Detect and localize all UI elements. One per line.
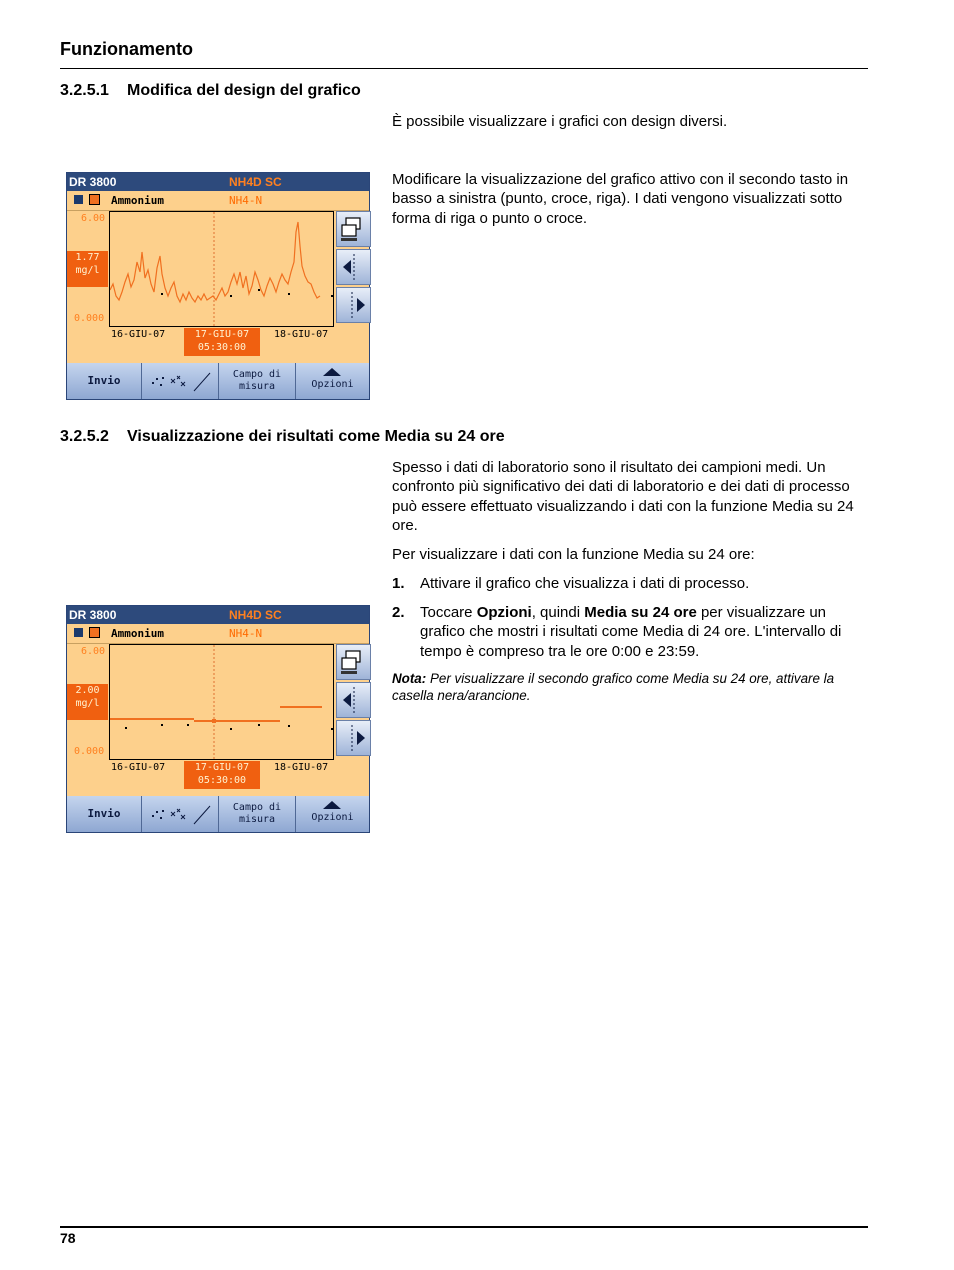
bottom-toolbar (67, 796, 369, 832)
selected-date: 17-GIU-07 (194, 762, 250, 773)
section-number-1: 3.2.5.1 (60, 82, 109, 99)
section2-paragraph-1: Spesso i dati di laboratorio sono il risultato dei campioni medi. Un confronto più significativo dei dati di laboratorio e dei dati di processo può essere effettuato visualizzando i dati con la funzione Media su 24 ore. (392, 459, 854, 534)
page-number: 78 (60, 1230, 76, 1246)
options-label: Opzioni (311, 812, 354, 823)
selected-time: 05:30:00 (197, 775, 247, 786)
send-button[interactable]: Invio (67, 796, 142, 832)
parameter-bar (67, 191, 369, 211)
step-2-number: 2. (392, 604, 405, 621)
scroll-right-button[interactable] (336, 720, 371, 756)
series-checkbox-orange[interactable] (89, 194, 100, 205)
probe-name: NH4D SC (229, 175, 282, 189)
section1-body: Modificare la visualizzazione del grafico attivo con il secondo tasto in basso a sinistra (punto, croce, riga). I dati vengono visualizzati sotto forma di riga o punto o croce. (392, 171, 849, 227)
options-button[interactable] (296, 363, 369, 399)
note (392, 670, 868, 705)
step-1-text: Attivare il grafico che visualizza i dati di processo. (420, 575, 750, 592)
series-checkbox-orange[interactable] (89, 627, 100, 638)
point-cross-line-icon (142, 363, 218, 399)
section-heading-2: Visualizzazione dei risultati come Media su 24 ore (127, 428, 505, 445)
daily-average-lines (110, 707, 322, 721)
y-axis-min: 0.000 (74, 746, 105, 757)
selected-time: 05:30:00 (197, 342, 247, 353)
arrow-right-icon (337, 721, 370, 755)
x-date-left: 16-GIU-07 (111, 762, 166, 773)
point-cross-line-icon (142, 796, 218, 832)
graph-plot-1 (109, 211, 334, 327)
parameter-name: Ammonium (111, 627, 164, 640)
page-header: Funzionamento (60, 39, 193, 59)
arrow-right-icon (337, 288, 370, 322)
range-label-line2: misura (238, 814, 276, 825)
graph-design-button[interactable] (142, 796, 219, 832)
selected-date: 17-GIU-07 (194, 329, 250, 340)
device-screen-1 (66, 172, 370, 400)
cursor-marker (212, 719, 216, 723)
range-label-line1: Campo di (232, 802, 282, 813)
step-2-text-a: Toccare (420, 604, 477, 621)
section-title-2 (60, 428, 505, 446)
arrow-up-icon (296, 363, 368, 379)
step-1 (392, 574, 868, 593)
note-text: Per visualizzare il secondo grafico come Media su 24 ore, attivare la casella nera/arancione. (392, 671, 835, 704)
step-2-text-e: per visualizzare un grafico che mostri i risultati come Media di 24 ore. L'intervallo di tempo è compreso tra le ore 0:00 e 23:59. (420, 604, 842, 660)
scroll-left-button[interactable] (336, 682, 371, 718)
range-label-line1: Campo di (232, 369, 282, 380)
step-1-number: 1. (392, 575, 405, 592)
x-date-right: 18-GIU-07 (274, 762, 329, 773)
section2-paragraph-2: Per visualizzare i dati con la funzione Media su 24 ore: (392, 546, 755, 563)
series-checkbox-black[interactable] (74, 195, 83, 204)
computer-icon (337, 645, 370, 679)
current-value: 2.00 (75, 685, 100, 696)
x-date-selected (184, 328, 260, 356)
graph-svg-2 (110, 645, 333, 759)
current-value: 1.77 (75, 252, 100, 263)
computer-icon (337, 212, 370, 246)
section-title-1 (60, 82, 361, 100)
screen-titlebar (67, 173, 369, 191)
instrument-title: DR 3800 (69, 175, 117, 189)
options-label: Opzioni (311, 379, 354, 390)
device-screen-2 (66, 605, 370, 833)
lab-data-points (125, 724, 333, 730)
x-date-right: 18-GIU-07 (274, 329, 329, 340)
y-axis-min: 0.000 (74, 313, 105, 324)
graph-design-button[interactable] (142, 363, 219, 399)
y-axis-max: 6.00 (81, 646, 106, 657)
step-2-options: Opzioni (476, 604, 532, 621)
header-rule (60, 68, 868, 69)
measuring-range-button[interactable] (219, 796, 296, 832)
scroll-left-button[interactable] (336, 249, 371, 285)
section1-intro: È possibile visualizzare i grafici con design diversi. (392, 113, 728, 130)
process-data-line (110, 222, 320, 302)
current-unit: mg/l (75, 698, 100, 709)
data-transfer-button[interactable] (336, 644, 371, 680)
step-2-media: Media su 24 ore (584, 604, 697, 621)
current-unit: mg/l (75, 265, 100, 276)
parameter-form: NH4-N (229, 627, 263, 640)
arrow-left-icon (337, 250, 370, 284)
send-button[interactable]: Invio (67, 363, 142, 399)
probe-name: NH4D SC (229, 608, 282, 622)
section-number-2: 3.2.5.2 (60, 428, 109, 445)
parameter-form: NH4-N (229, 194, 263, 207)
current-value-box (67, 684, 108, 720)
y-axis-max: 6.00 (81, 213, 106, 224)
lab-data-points (161, 289, 333, 297)
options-button[interactable] (296, 796, 369, 832)
step-2-text (420, 603, 868, 661)
step-2-text-c: , quindi (531, 604, 585, 621)
step-2 (392, 603, 868, 661)
measuring-range-button[interactable] (219, 363, 296, 399)
graph-svg-1 (110, 212, 333, 326)
series-checkbox-black[interactable] (74, 628, 83, 637)
data-transfer-button[interactable] (336, 211, 371, 247)
graph-plot-2 (109, 644, 334, 760)
bottom-toolbar (67, 363, 369, 399)
x-date-left: 16-GIU-07 (111, 329, 166, 340)
footer-rule (60, 1226, 868, 1228)
scroll-right-button[interactable] (336, 287, 371, 323)
x-date-selected (184, 761, 260, 789)
instrument-title: DR 3800 (69, 608, 117, 622)
parameter-bar (67, 624, 369, 644)
section-heading-1: Modifica del design del grafico (127, 82, 361, 99)
arrow-up-icon (296, 796, 368, 812)
parameter-name: Ammonium (111, 194, 164, 207)
current-value-box (67, 251, 108, 287)
screen-titlebar (67, 606, 369, 624)
arrow-left-icon (337, 683, 370, 717)
note-label: Nota: (392, 671, 427, 686)
range-label-line2: misura (238, 381, 276, 392)
